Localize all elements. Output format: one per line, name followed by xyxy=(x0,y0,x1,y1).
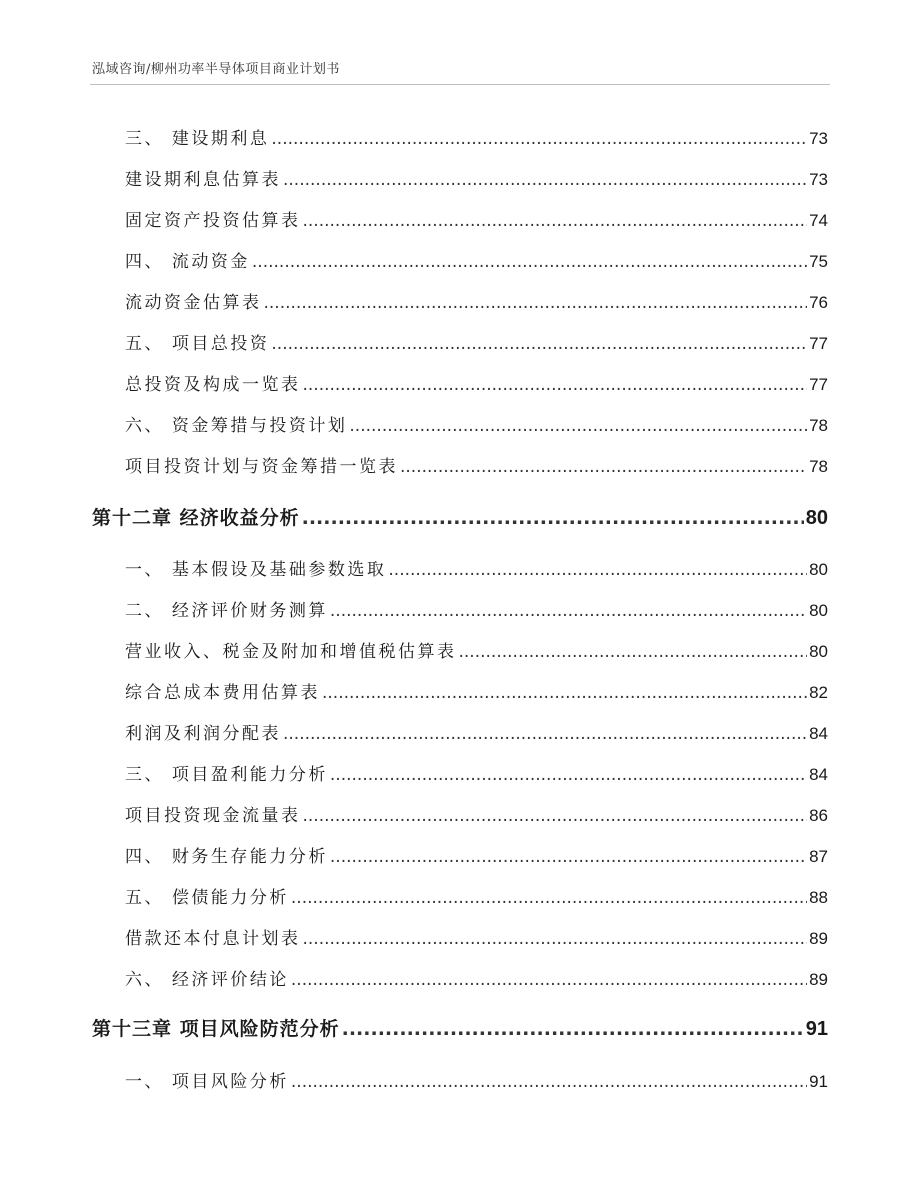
toc-entry-page: 89 xyxy=(809,929,828,948)
toc-entry[interactable] xyxy=(125,719,828,744)
toc-entry-page: 84 xyxy=(809,724,828,743)
page-header: 泓域咨询/柳州功率半导体项目商业计划书 xyxy=(92,62,340,77)
toc-leader xyxy=(283,170,807,190)
toc-entry[interactable] xyxy=(125,370,828,395)
toc-entry[interactable] xyxy=(125,124,828,149)
toc-entry-title: 五、 项目总投资 xyxy=(125,334,270,354)
toc-entry-title: 一、 项目风险分析 xyxy=(125,1072,289,1092)
toc-entry-page: 91 xyxy=(809,1072,828,1091)
toc-leader xyxy=(400,457,807,477)
toc-entry-title: 利润及利润分配表 xyxy=(125,724,281,744)
toc-chapter-entry[interactable] xyxy=(92,503,828,530)
toc-chapter-title: 第十二章 经济收益分析 xyxy=(92,507,300,529)
toc-entry-page: 76 xyxy=(809,293,828,312)
toc-entry[interactable] xyxy=(125,411,828,436)
toc-leader xyxy=(291,888,807,908)
toc-entry-page: 78 xyxy=(809,457,828,476)
toc-leader xyxy=(264,293,808,313)
toc-leader xyxy=(271,334,807,354)
toc-entry-title: 项目投资计划与资金筹措一览表 xyxy=(125,457,398,477)
toc-entry-title: 五、 偿债能力分析 xyxy=(125,888,289,908)
toc-leader xyxy=(283,724,807,744)
toc-entry-page: 77 xyxy=(809,375,828,394)
toc-entry[interactable] xyxy=(125,678,828,703)
toc-leader xyxy=(291,1072,807,1092)
toc-entry-page: 73 xyxy=(809,170,828,189)
toc-entry-page: 82 xyxy=(809,683,828,702)
toc-entry-title: 建设期利息估算表 xyxy=(125,170,281,190)
toc-entry[interactable] xyxy=(125,329,828,354)
toc-leader xyxy=(303,375,808,395)
toc-entry[interactable] xyxy=(125,288,828,313)
toc-leader xyxy=(459,642,808,662)
toc-entry-title: 四、 流动资金 xyxy=(125,252,250,272)
toc-entry-page: 89 xyxy=(809,970,828,989)
toc-leader xyxy=(252,252,807,272)
toc-entry-page: 80 xyxy=(809,642,828,661)
toc-entry-title: 流动资金估算表 xyxy=(125,293,262,313)
toc-leader xyxy=(291,970,807,990)
toc-entry-page: 75 xyxy=(809,252,828,271)
toc-leader xyxy=(330,847,807,867)
toc-leader xyxy=(388,560,807,580)
toc-entry-page: 87 xyxy=(809,847,828,866)
toc-entry-page: 77 xyxy=(809,334,828,353)
toc-entry[interactable] xyxy=(125,165,828,190)
toc-entry-title: 六、 经济评价结论 xyxy=(125,970,289,990)
toc-entry[interactable] xyxy=(125,555,828,580)
toc-entry[interactable] xyxy=(125,206,828,231)
toc-entry-title: 四、 财务生存能力分析 xyxy=(125,847,328,867)
toc-leader xyxy=(342,1018,804,1040)
toc-entry-title: 营业收入、税金及附加和增值税估算表 xyxy=(125,642,457,662)
toc-leader xyxy=(303,929,808,949)
toc-entry-page: 84 xyxy=(809,765,828,784)
toc-chapter-page: 91 xyxy=(805,1018,828,1040)
toc-entry-page: 86 xyxy=(809,806,828,825)
toc-entry-title: 综合总成本费用估算表 xyxy=(125,683,320,703)
toc-entry-title: 总投资及构成一览表 xyxy=(125,375,301,395)
toc-leader xyxy=(271,129,807,149)
toc-entry-page: 88 xyxy=(809,888,828,907)
toc-entry-page: 73 xyxy=(809,129,828,148)
toc-entry-title: 固定资产投资估算表 xyxy=(125,211,301,231)
toc-entry[interactable] xyxy=(125,965,828,990)
toc-entry-title: 三、 项目盈利能力分析 xyxy=(125,765,328,785)
toc-entry-title: 借款还本付息计划表 xyxy=(125,929,301,949)
toc-chapter-page: 80 xyxy=(805,507,828,529)
toc-leader xyxy=(303,211,808,231)
toc-chapter-title: 第十三章 项目风险防范分析 xyxy=(92,1018,340,1040)
toc-leader xyxy=(349,416,807,436)
toc-entry[interactable] xyxy=(125,842,828,867)
toc-entry[interactable] xyxy=(125,924,828,949)
toc-entry[interactable] xyxy=(125,883,828,908)
toc-entry-title: 六、 资金筹措与投资计划 xyxy=(125,416,348,436)
toc-entry-page: 74 xyxy=(809,211,828,230)
toc-leader xyxy=(330,601,807,621)
toc-entry[interactable] xyxy=(125,637,828,662)
toc-entry[interactable] xyxy=(125,1067,828,1092)
toc-entry-title: 二、 经济评价财务测算 xyxy=(125,601,328,621)
toc-entry[interactable] xyxy=(125,801,828,826)
toc-entry[interactable] xyxy=(125,247,828,272)
toc-leader xyxy=(322,683,807,703)
toc-leader xyxy=(330,765,807,785)
toc-entry-title: 项目投资现金流量表 xyxy=(125,806,301,826)
toc-entry[interactable] xyxy=(125,596,828,621)
toc-entry-title: 一、 基本假设及基础参数选取 xyxy=(125,560,387,580)
toc-entry-page: 80 xyxy=(809,560,828,579)
toc-leader xyxy=(303,806,808,826)
toc-entry-page: 80 xyxy=(809,601,828,620)
toc-leader xyxy=(302,507,804,529)
toc-entry-page: 78 xyxy=(809,416,828,435)
toc-entry[interactable] xyxy=(125,452,828,477)
toc-entry-title: 三、 建设期利息 xyxy=(125,129,270,149)
toc-chapter-entry[interactable] xyxy=(92,1014,828,1041)
toc-entry[interactable] xyxy=(125,760,828,785)
